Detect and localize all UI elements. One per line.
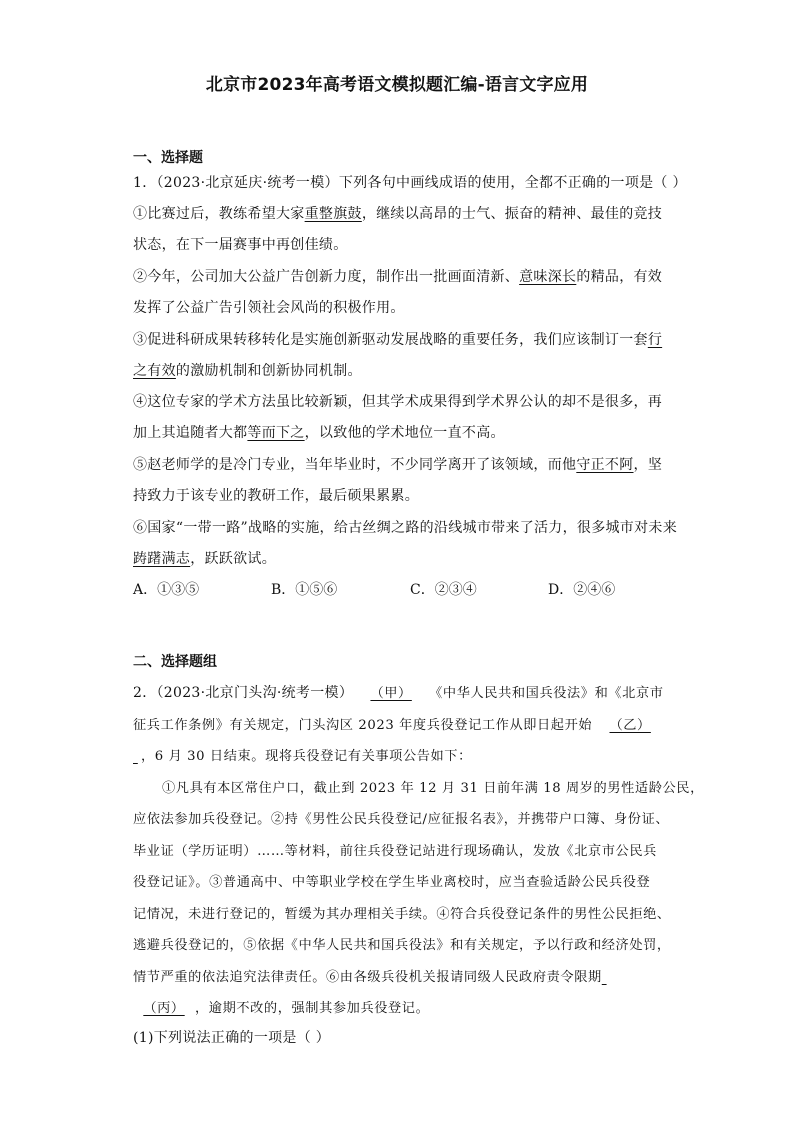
text: ②今年，公司加大公益广告创新力度，制作出一批画面清新、	[133, 269, 520, 285]
notice-line-3: 毕业证（学历证明）……等材料，前往兵役登记站进行现场确认，发放《北京市公民兵	[133, 844, 657, 859]
text: 的激励机制和创新协同机制。	[175, 363, 362, 379]
question-2-intro-line-1	[133, 682, 664, 702]
blank-bing: （丙）	[143, 1001, 185, 1016]
text: 加上其追随者大都	[133, 425, 248, 441]
section-heading-choice-group: 二、选择题组	[133, 654, 217, 670]
sentence-1-line-2: 状态，在下一届赛事中再创佳绩。	[133, 237, 348, 253]
sentence-3-line-2	[133, 360, 362, 380]
sentence-6-line-1: ⑥国家“一带一路”战略的实施，给古丝绸之路的沿线城市带来了活力，很多城市对未来	[133, 520, 678, 536]
section-heading-choice: 一、选择题	[133, 150, 203, 166]
text: ③促进科研成果转移转化是实施创新驱动发展战略的重要任务，我们应该制订一套	[133, 332, 648, 348]
underlined-idiom: 等而下之	[247, 425, 305, 441]
underlined-idiom: 意味深长	[519, 269, 577, 285]
notice-line-8	[133, 997, 429, 1016]
option-d[interactable]: D．②④⑥	[548, 582, 616, 598]
notice-line-4: 役登记证》。③普通高中、中等职业学校在学生毕业离校时，应当查验适龄公民兵役登	[133, 875, 651, 890]
blank-lead	[602, 970, 612, 985]
underlined-idiom: 之有效	[133, 363, 176, 379]
sentence-5-line-1	[133, 454, 662, 474]
underlined-idiom: 行	[647, 332, 663, 348]
sentence-4-line-2	[133, 422, 505, 442]
underlined-idiom: 踌躇满志	[133, 551, 191, 567]
page-title: 北京市2023年高考语文模拟题汇编-语言文字应用	[205, 75, 589, 95]
text: 2．（2023·北京门头沟·统考一模）	[133, 685, 354, 701]
text: 征兵工作条例》有关规定，门头沟区 2023 年度兵役登记工作从即日起开始	[133, 718, 593, 733]
blank-yi: （乙）	[609, 718, 651, 733]
text: 《中华人民共和国兵役法》和《北京市	[429, 686, 664, 701]
notice-line-7	[133, 966, 612, 985]
question-2-intro-line-3	[133, 745, 472, 764]
question-1-stem: 1．（2023·北京延庆·统考一模）下列各句中画线成语的使用，全都不正确的一项是（ ）	[133, 175, 687, 191]
text: ⑤赵老师学的是冷门专业，当年毕业时，不少同学离开了该领域，而他	[133, 457, 577, 473]
question-2-intro-line-2	[133, 714, 668, 733]
text: ，6 月 30 日结束。现将兵役登记有关事项公告如下：	[141, 749, 472, 764]
notice-line-6: 逃避兵役登记的，⑤依据《中华人民共和国兵役法》和有关规定，予以行政和经济处罚，	[133, 938, 671, 953]
sentence-5-line-2: 持致力于该专业的教研工作，最后硕果累累。	[133, 488, 419, 504]
text: ，继续以高昂的士气、振奋的精神、最佳的竞技	[361, 206, 663, 222]
notice-line-5: 记情况，未进行登记的，暂缓为其办理相关手续。④符合兵役登记条件的男性公民拒绝、	[133, 907, 671, 922]
option-b[interactable]: B．①⑤⑥	[271, 582, 338, 598]
text: ，坚	[633, 457, 663, 473]
text: ，逾期不改的，强制其参加兵役登记。	[195, 1001, 430, 1016]
sentence-2-line-2: 发挥了公益广告引领社会风尚的积极作用。	[133, 300, 405, 316]
sentence-3-line-1	[133, 329, 662, 349]
text: 情节严重的依法追究法律责任。⑥由各级兵役机关报请同级人民政府责令限期	[133, 970, 602, 985]
blank-tail	[133, 749, 141, 764]
blank-jia: （甲）	[370, 686, 412, 701]
sentence-6-line-2	[133, 548, 276, 568]
option-a[interactable]: A．①③⑤	[133, 582, 200, 598]
text: ，以致他的学术地位一直不高。	[304, 425, 505, 441]
option-c[interactable]: C．②③④	[410, 582, 477, 598]
notice-line-2: 应依法参加兵役登记。②持《男性公民兵役登记/应征报名表》，并携带户口簿、身份证、	[133, 812, 670, 827]
underlined-idiom: 守正不阿	[576, 457, 634, 473]
sentence-4-line-1: ④这位专家的学术方法虽比较新颖，但其学术成果得到学术界公认的却不是很多，再	[133, 394, 663, 410]
notice-line-1: ①凡具有本区常住户口，截止到 2023 年 12 月 31 日前年满 18 周岁的男性适龄公民，	[162, 781, 704, 796]
text: 的精品，有效	[576, 269, 663, 285]
text: ，跃跃欲试。	[190, 551, 277, 567]
text: ①比赛过后，教练希望大家	[133, 206, 305, 222]
sentence-1-line-1	[133, 203, 662, 223]
sub-question-1: (1)下列说法正确的一项是（ ）	[133, 1030, 331, 1046]
sentence-2-line-1	[133, 266, 662, 286]
underlined-idiom: 重整旗鼓	[304, 206, 362, 222]
